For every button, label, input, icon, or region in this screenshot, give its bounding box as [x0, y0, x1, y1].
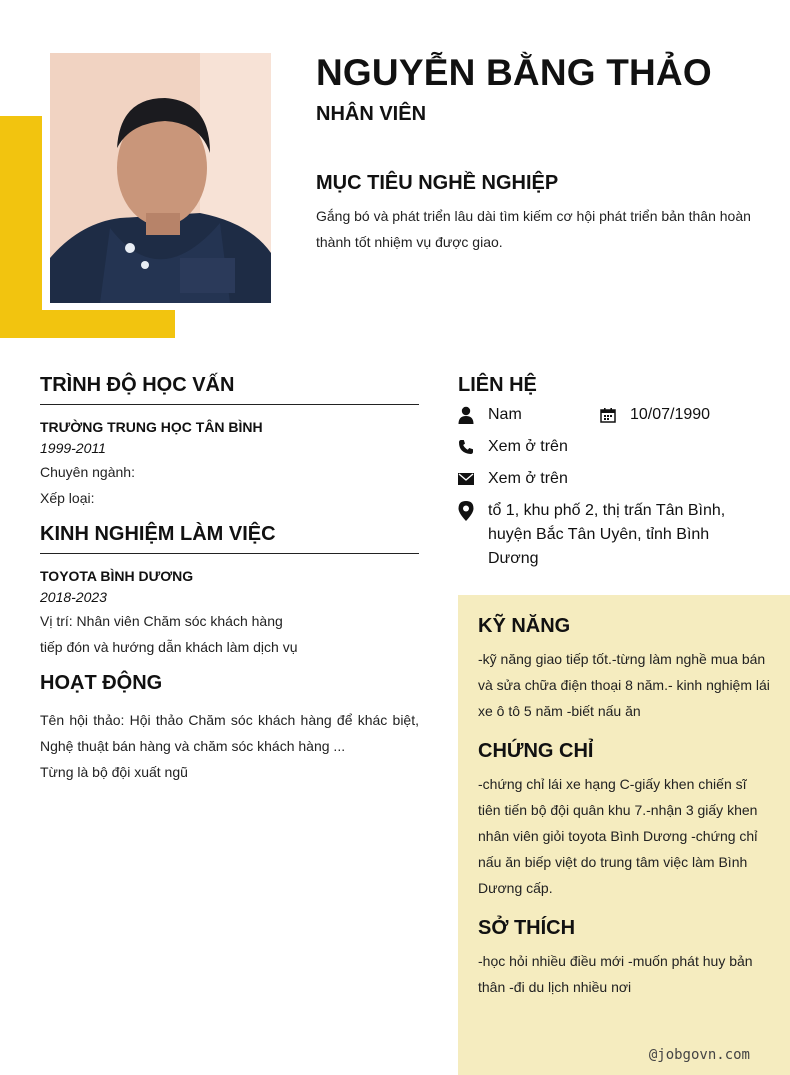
activities-text: Tên hội thảo: Hội thảo Chăm sóc khách hàng để khác biệt, Nghệ thuật bán hàng và chăm sóc khách hàng ...: [40, 712, 419, 754]
mail-icon: [458, 467, 488, 491]
hobbies-text: -học hỏi nhiều điều mới -muốn phát huy bản thân -đi du lịch nhiều nơi: [478, 953, 753, 995]
profile-photo: [50, 53, 271, 303]
certificates-text: -chứng chỉ lái xe hạng C-giấy khen chiến sĩ tiên tiến bộ đội quân khu 7.-nhận 3 giấy khen nhân viên giỏi toyota Bình Dương -chứng chỉ nấu ăn biếp việt do trung tâm việc làm Bình Dương cấp.: [478, 776, 758, 896]
decor-yellow-bar-vertical: [0, 116, 42, 338]
calendar-icon: [600, 403, 630, 427]
contact-row-address: [458, 499, 758, 571]
experience-description: tiếp đón và hướng dẫn khách làm dịch vụ: [40, 639, 298, 655]
experience-period: 2018-2023: [40, 589, 107, 605]
left-column: [40, 374, 419, 785]
contact-section: [458, 374, 758, 579]
skills-text: -kỹ năng giao tiếp tốt.-từng làm nghề mua bán và sửa chữa điện thoại 8 năm.- kinh nghiệm lái xe ô tô 5 năm -biết nấu ăn: [478, 651, 770, 719]
location-pin-icon: [458, 499, 488, 523]
activities-section: [40, 672, 419, 785]
contact-birthdate: 10/07/1990: [630, 406, 711, 423]
hobbies-heading: SỞ THÍCH: [478, 917, 576, 939]
experience-position: Vị trí: Nhân viên Chăm sóc khách hàng: [40, 613, 283, 629]
contact-email[interactable]: Xem ở trên: [488, 470, 568, 487]
experience-company: TOYOTA BÌNH DƯƠNG: [40, 568, 194, 584]
contact-gender: Nam: [488, 406, 522, 423]
certificates-heading: CHỨNG CHỈ: [478, 740, 594, 762]
objective-text: Gắng bó và phát triển lâu dài tìm kiếm cơ hội phát triển bản thân hoàn thành tốt nhiệm vụ được giao.: [316, 208, 751, 250]
skills-panel: [458, 595, 790, 1075]
contact-phone[interactable]: Xem ở trên: [488, 438, 568, 455]
education-grade: Xếp loại:: [40, 490, 95, 506]
contact-row-email: [458, 467, 758, 491]
activities-heading: HOẠT ĐỘNG: [40, 672, 163, 694]
education-school: TRƯỜNG TRUNG HỌC TÂN BÌNH: [40, 419, 263, 435]
contact-row-gender-birthdate: [458, 403, 758, 427]
contact-heading: LIÊN HỆ: [458, 374, 537, 396]
user-icon: [458, 403, 488, 427]
objective-heading: MỤC TIÊU NGHỀ NGHIỆP: [316, 172, 559, 194]
education-heading: TRÌNH ĐỘ HỌC VẤN: [40, 374, 419, 405]
watermark-text: @jobgovn.com: [648, 1047, 750, 1063]
phone-icon: [458, 435, 488, 459]
experience-heading: KINH NGHIỆM LÀM VIỆC: [40, 523, 419, 554]
education-major: Chuyên ngành:: [40, 464, 135, 480]
contact-row-phone: [458, 435, 758, 459]
candidate-job-title: NHÂN VIÊN: [316, 103, 427, 125]
experience-section: [40, 523, 419, 660]
decor-yellow-bar-horizontal: [0, 310, 175, 338]
candidate-name: NGUYỄN BẰNG THẢO: [316, 52, 712, 93]
education-period: 1999-2011: [40, 440, 106, 456]
contact-address: tổ 1, khu phố 2, thị trấn Tân Bình, huyện Bắc Tân Uyên, tỉnh Bình Dương: [488, 502, 726, 567]
activities-extra: Từng là bộ đội xuất ngũ: [40, 764, 188, 780]
skills-heading: KỸ NĂNG: [478, 615, 571, 637]
education-section: [40, 374, 419, 511]
